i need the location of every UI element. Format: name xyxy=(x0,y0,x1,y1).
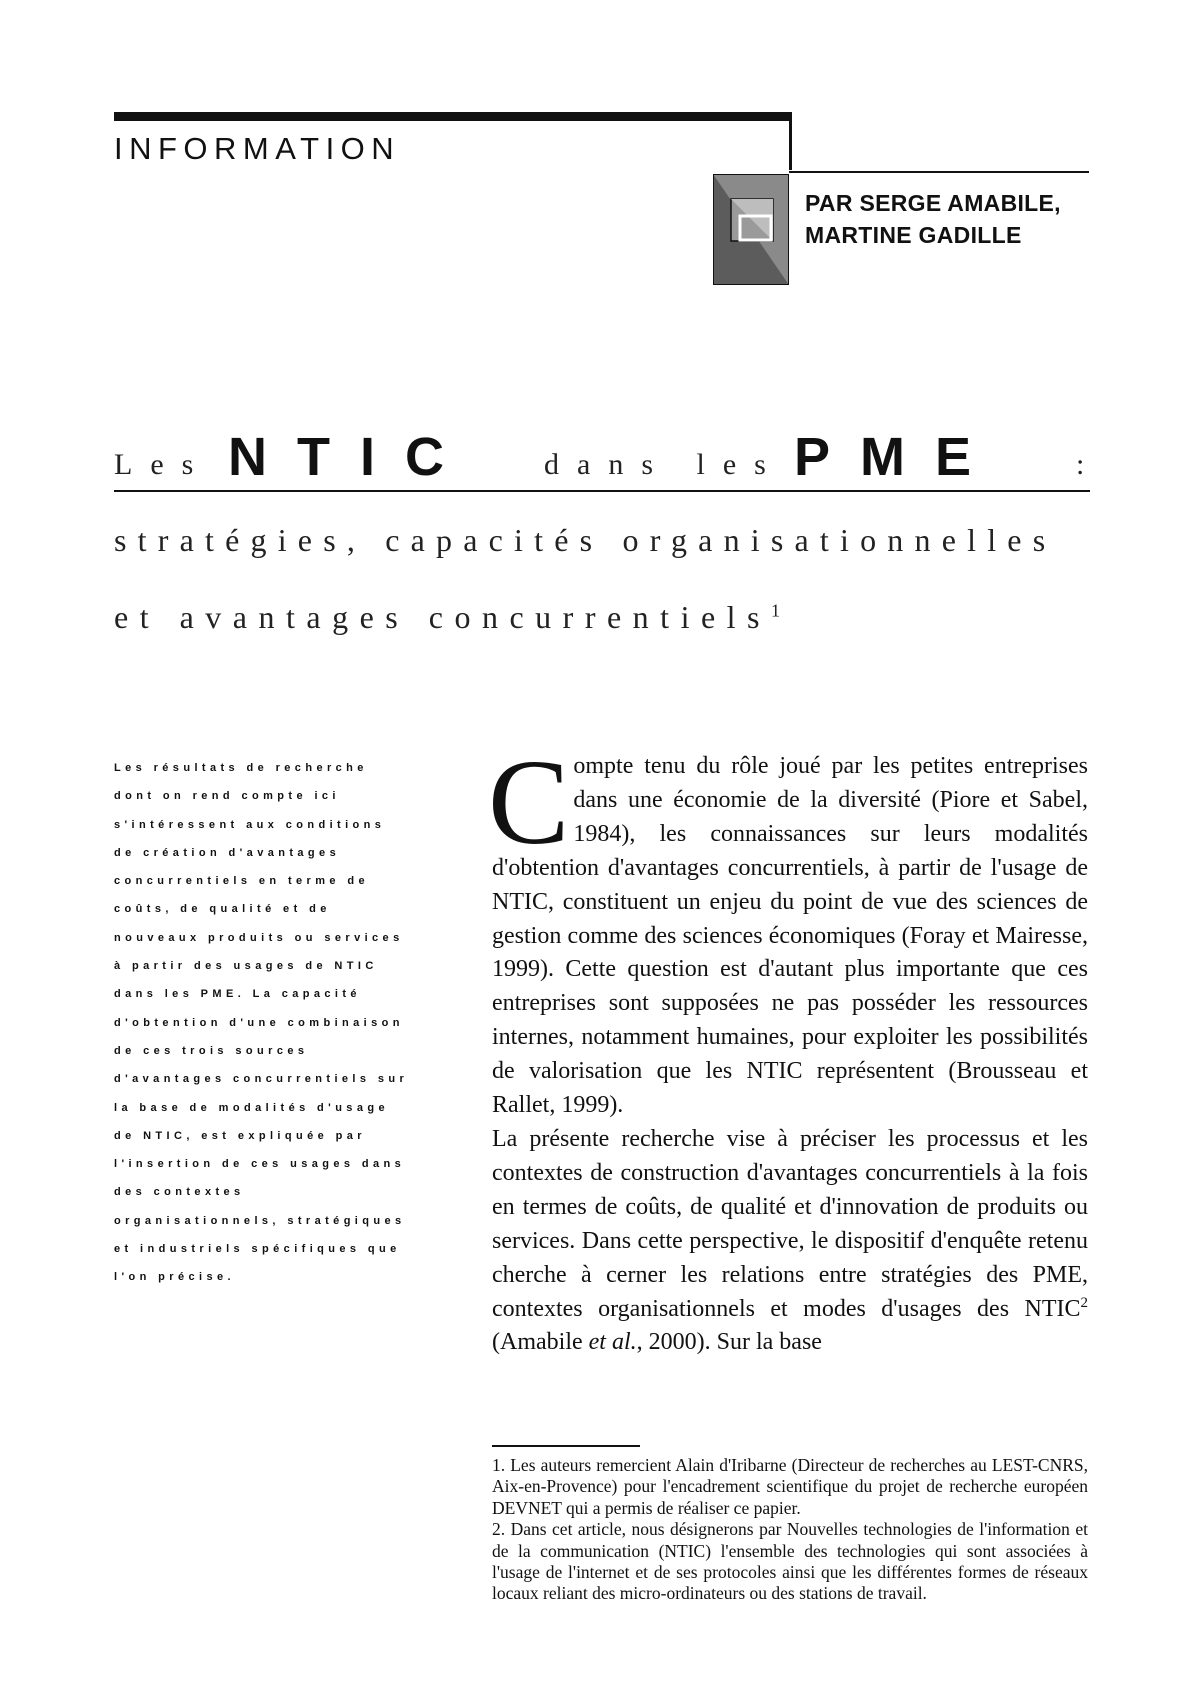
title-rule xyxy=(114,490,1090,492)
article-title xyxy=(114,427,1103,488)
title-word: dans les xyxy=(544,448,784,481)
header-rule xyxy=(114,112,792,121)
abstract: Les résultats de recherche dont on rend compte ici s'intéressent aux conditions de création d'avantages concurrentiels en terme de coûts, de qualité et de nouveaux produits ou services à partir des usages de NTIC dans les PME. La capacité d'obtention d'une combinaison de ces trois sources d'avantages concurrentiels sur la base de modalités d'usage de NTIC, est expliquée par l'insertion de ces usages dans des contextes organisationnels, stratégiques et industriels spécifiques que l'on précise. xyxy=(114,762,409,1284)
header-rule-vertical xyxy=(789,112,792,170)
subtitle-text: et avantages concurrentiels xyxy=(114,599,771,635)
author-line: PAR SERGE AMABILE, xyxy=(805,190,1061,216)
paragraph-text: , 2000). Sur la base xyxy=(636,1329,822,1356)
footnotes xyxy=(492,1455,1088,1605)
paragraph: ompte tenu du rôle joué par les petites entreprises dans une économie de la diversité (Piore et Sabel, 1984), les connaissances sur leurs modalités d'obtention d'avantages concurrentiels, à partir de l'usage de NTIC, constituent un enjeu du point de vue des sciences de gestion comme des sciences économiques (Foray et Mairesse, 1999). Cette question est d'autant plus importante que ces entreprises sont supposées ne pas posséder les ressources internes, notamment humaines, pour exploiter les possibilités de valorisation que les NTIC représentent (Brousseau et Rallet, 1999). xyxy=(492,753,1088,1119)
footnote-rule xyxy=(492,1445,640,1447)
title-keyword: NTIC xyxy=(228,427,474,487)
title-keyword: PME xyxy=(794,427,1002,487)
paragraph-text: La présente recherche vise à préciser les processus et les contextes de construction d'avantages concurrentiels à la fois en termes de coûts, de qualité et d'innovation de produits ou services. Dans cette perspective, le dispositif d'enquête retenu cherche à cerner les relations entre stratégies des PME, contextes organisationnels et modes d'usages des NTIC xyxy=(492,1125,1088,1322)
paragraph-text: (Amabile xyxy=(492,1329,589,1356)
footnote-ref: 2 xyxy=(1080,1294,1088,1311)
square-logo-icon xyxy=(713,174,789,285)
footnote-ref: 1 xyxy=(771,600,780,621)
section-label: INFORMATION xyxy=(114,131,401,166)
footnote: 2. Dans cet article, nous désignerons par Nouvelles technologies de l'information et de la communication (NTIC) l'ensemble des technologies qui sont associées à l'usage de l'internet et de ses protocoles ainsi que les différentes formes de réseaux locaux reliant des micro-ordinateurs ou des stations de travail. xyxy=(492,1519,1088,1604)
title-colon: : xyxy=(1076,448,1103,481)
author-names xyxy=(805,187,1061,251)
body-text xyxy=(488,735,1088,1360)
footnote: 1. Les auteurs remercient Alain d'Iribarne (Directeur de recherches au LEST-CNRS, Aix-en-Provence) pour l'encadrement scientifique du projet de recherche européen DEVNET qui a permis de réaliser ce papier. xyxy=(492,1455,1088,1518)
drop-cap: C xyxy=(488,735,570,870)
author-line: MARTINE GADILLE xyxy=(805,222,1022,248)
paragraph-text: et al. xyxy=(588,1329,637,1356)
subtitle-line: stratégies, capacités organisationnelles xyxy=(114,522,1057,558)
title-word: Les xyxy=(114,448,212,481)
paragraph xyxy=(492,1126,1088,1355)
author-rule xyxy=(789,171,1089,173)
subtitle-line xyxy=(114,599,780,636)
